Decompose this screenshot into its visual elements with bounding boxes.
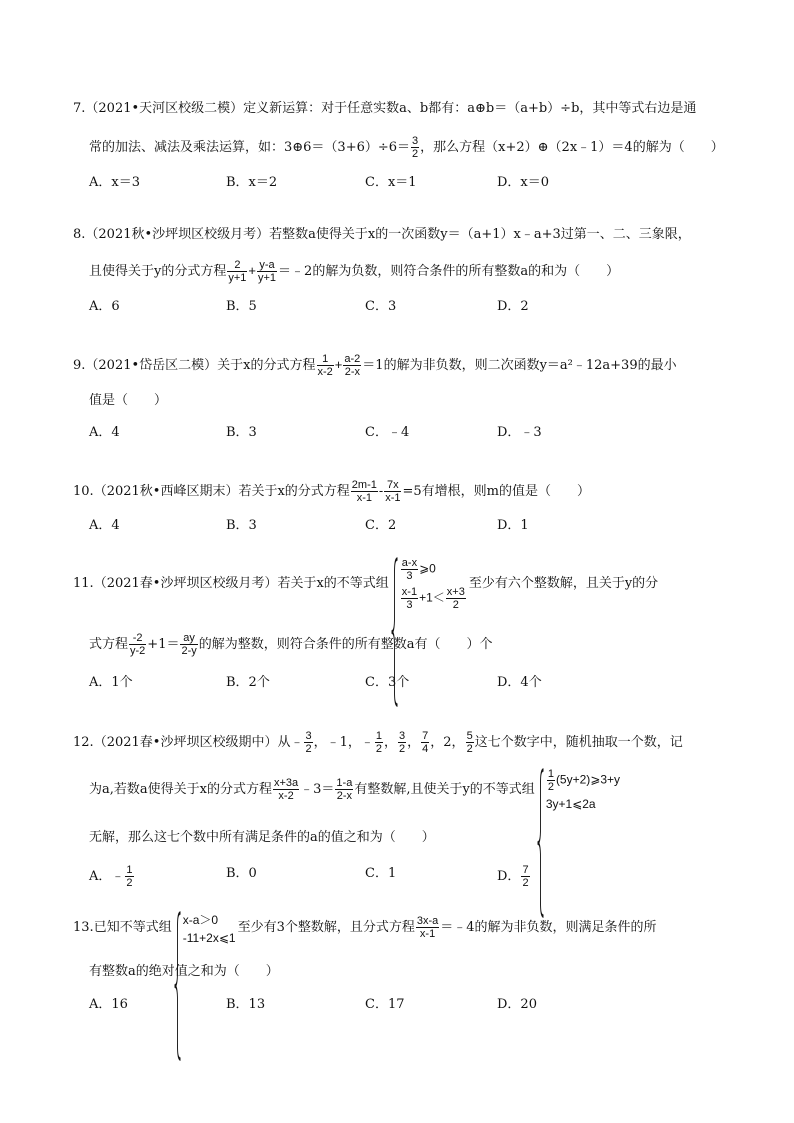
q8-frac1-num: 2 [227,259,247,272]
q11-option-a[interactable]: A．1个 [89,675,133,690]
q9-frac1-num: 1 [317,353,334,366]
q11-sys-frac1-num: a-x [401,556,418,569]
q13-sys-row2: -11+2x⩽1 [182,930,236,945]
q11-fraction-2 [180,632,197,657]
q11-sys-frac1 [401,557,418,582]
q9-frac1-den: x-2 [317,366,333,378]
q11-option-b[interactable]: B．2个 [226,675,270,690]
q8-line2 [89,259,619,284]
q12-option-c[interactable]: C．1 [365,866,397,881]
q11-text-4: 的解为整数，则符合条件的所有整数a有（ ）个 [198,637,493,652]
q10-frac2-num: 7x [384,479,401,492]
q8-fraction-2 [257,259,277,284]
q8-line1 [73,225,691,245]
q11-line2 [89,632,493,657]
q7-option-c[interactable]: C．x＝1 [365,175,417,190]
q12-option-a-frac [125,864,133,889]
q13-sys-row1: x-a＞0 [182,912,219,927]
q10-fraction-1 [351,479,378,504]
q9-frac2-den: 2-x [344,366,360,378]
q10-number: 10. [73,484,94,499]
q7-source: （2021•天河区校级二模） [85,101,244,116]
q10-option-a[interactable]: A．4 [89,518,120,533]
q8-option-b[interactable]: B．5 [226,299,257,314]
q9-option-d[interactable]: D．﹣3 [497,425,542,440]
q10-option-d[interactable]: D．1 [497,518,529,533]
q12-optD-den: 2 [522,877,529,889]
q13-inequality-system [174,911,236,945]
q10-frac1-den: x-1 [356,492,372,504]
q10-option-b[interactable]: B．3 [226,518,257,533]
q12-frac-b [375,730,383,755]
q8-frac1-den: y+1 [228,272,247,284]
q7-option-b[interactable]: B．x＝2 [226,175,278,190]
q10-option-c[interactable]: C．2 [365,518,397,533]
q12-line1 [73,730,683,755]
q12-optA-num: 1 [126,864,133,876]
q11-mid: +1＝ [147,637,180,652]
q8-frac2-den: y+1 [258,272,277,284]
q12-mid: ﹣3＝ [300,782,335,797]
q10-frac1-num: 2m-1 [351,479,377,491]
q11-sys-row2-mid: +1＜ [419,590,445,605]
q13-text-2: 至少有3个整数解，且分式方程 [237,920,415,935]
q11-option-d[interactable]: D．4个 [497,675,542,690]
q10-options [89,516,689,536]
q13-number: 13. [73,920,94,935]
q11-sys-frac1-den: 3 [406,569,413,582]
q11-text-3: 式方程 [89,637,129,652]
q7-fraction [411,135,419,160]
q9-source: （2021•岱岳区二模） [85,358,218,373]
q7-option-a[interactable]: A．x＝3 [89,175,140,190]
q12-frac2-den: 2-x [336,790,353,802]
q9-fraction-2 [343,353,361,378]
q11-options [89,673,689,693]
q11-inequality-system [391,557,467,611]
q11-sys-frac3 [446,586,466,611]
q8-plus: + [248,263,256,278]
q11-sys-row1 [400,557,467,582]
q12-frac-e-den: 2 [466,743,473,755]
q13-frac1-den: x-1 [419,928,436,940]
q13-option-d[interactable]: D．20 [497,997,537,1012]
q12-frac-d-den: 4 [422,743,429,755]
q12-sep2: ， [384,735,398,750]
q11-fraction-1 [129,632,146,657]
q11-line1 [73,548,658,620]
q12-frac-a-den: 2 [305,743,312,755]
q12-text-2: 这七个数字中，随机抽取一个数，记 [474,735,683,750]
q12-frac-d [421,730,429,755]
q9-text-1: 关于x的分式方程 [217,358,316,373]
q11-sys-row2 [400,586,467,611]
q12-optD-num: 7 [522,864,529,876]
q13-option-c[interactable]: C．17 [365,997,405,1012]
q13-fraction-1 [416,915,439,940]
q10-fraction-2 [384,479,401,504]
q8-option-d[interactable]: D．2 [497,299,529,314]
q7-line2 [89,135,724,160]
q13-frac1-num: 3x-a [416,915,439,927]
q9-line1 [73,353,677,378]
q12-option-a-label: A．﹣ [89,869,125,884]
q12-option-d[interactable] [497,864,531,889]
q7-line1 [73,99,696,119]
q10-text-2: =5有增根，则m的值是（ ） [402,484,590,499]
q12-frac1-den: x-2 [278,790,294,802]
q12-fraction-2 [335,777,353,802]
q12-sep1: ，﹣1，﹣ [313,735,374,750]
q13-text-1: 已知不等式组 [93,920,172,935]
q12-frac-a-num: 3 [305,730,312,742]
q12-sys-row1 [546,768,620,793]
q8-number: 8. [73,227,86,242]
q12-number: 12. [73,735,94,750]
q12-option-d-frac [521,864,529,889]
q8-option-a[interactable]: A．6 [89,299,120,314]
q13-line2: 有整数a的绝对值之和为（ ） [89,964,279,979]
q9-number: 9. [73,358,86,373]
q9-text-2: ＝1的解为非负数，则二次函数y＝a²﹣12a+39的最小 [362,358,677,373]
q8-fraction-1 [227,259,247,284]
q11-text-1: 若关于x的不等式组 [277,576,389,591]
q12-option-d-label: D． [497,869,521,884]
q12-frac1-num: x+3a [273,777,299,789]
brace-icon [537,768,544,918]
q7-number: 7. [73,101,86,116]
q9-option-b[interactable]: B．3 [226,425,257,440]
q12-frac-e-num: 5 [466,730,473,742]
q12-text-1: 从﹣ [277,735,304,750]
q10-source: （2021秋•西峰区期末） [93,484,239,499]
q7-option-d[interactable]: D．x＝0 [497,175,550,190]
q12-inequality-system [537,768,620,811]
q11-sys-frac2-num: x-1 [401,585,418,598]
q12-sys-frac-num: 1 [547,768,554,780]
q7-options [89,173,689,193]
q12-frac-c [398,730,406,755]
q11-text-2: 至少有六个整数解，且关于y的分 [468,576,659,591]
q10-text-1: 若关于x的分式方程 [238,484,350,499]
q12-frac2-num: 1-a [336,777,353,789]
q9-line2: 值是（ ） [89,393,168,408]
q12-line3: 无解，那么这七个数中所有满足条件的a的值之和为（ ） [89,830,435,845]
q13-option-b[interactable]: B．13 [226,997,266,1012]
q10-frac2-den: x-1 [385,492,401,504]
q12-sep3: ， [407,735,421,750]
q12-optA-den: 2 [126,877,133,889]
q11-source: （2021春•沙坪坝区校级月考） [93,576,278,591]
q7-text-3: ，那么方程（x+2）⊕（2x﹣1）＝4的解为（ ） [420,140,724,155]
q12-line2 [89,762,622,818]
q12-frac-d-num: 7 [422,730,429,742]
q12-sep4: ，2， [430,735,465,750]
q12-frac-b-den: 2 [375,743,382,755]
q12-frac-a [304,730,312,755]
q8-text-1: 若整数a使得关于x的一次函数y＝（a+1）x﹣a+3过第一、二、三象限， [269,227,691,242]
q11-sys-frac2-den: 3 [406,598,413,611]
q12-source: （2021春•沙坪坝区校级期中） [93,735,278,750]
q12-option-a[interactable] [89,864,135,889]
q11-frac2-num: ay [180,632,197,645]
q8-text-3: ＝﹣2的解为负数，则符合条件的所有整数a的和为（ ） [278,264,620,279]
q11-sys-row1-rel: ⩾0 [419,561,436,576]
q12-text-4: 有整数解,且使关于y的不等式组 [354,782,535,797]
q13-option-a[interactable]: A．16 [89,997,128,1012]
q12-text-3: 为a,若数a使得关于x的分式方程 [89,782,272,797]
q12-options [89,864,689,890]
q11-sys-frac3-den: 2 [452,598,459,611]
q11-option-c[interactable]: C．3个 [365,675,410,690]
q9-option-c[interactable]: C．﹣4 [365,425,410,440]
q10-line1 [73,479,590,504]
q13-text-3: ＝﹣4的解为非负数，则满足条件的所 [440,920,657,935]
q12-frac-c-num: 3 [399,730,406,742]
q10-minus: - [378,483,384,498]
q8-source: （2021秋•沙坪坝区校级月考） [85,227,270,242]
q8-options [89,297,689,317]
q13-line1 [73,908,657,948]
q9-options [89,423,689,443]
q12-sys-frac-den: 2 [547,781,554,793]
q9-fraction-1 [317,353,334,378]
q12-sys-row2: 3y+1⩽2a [545,797,596,811]
q9-plus: + [334,357,343,372]
q11-frac1-den: y-2 [130,645,146,657]
q12-sys-row1-text: (5y+2)⩾3+y [555,772,621,787]
q12-frac-b-num: 1 [375,730,382,742]
q11-frac1-num: -2 [129,632,146,645]
q9-option-a[interactable]: A．4 [89,425,120,440]
q8-option-c[interactable]: C．3 [365,299,397,314]
q12-sys-frac [547,768,555,793]
q12-fraction-1 [273,777,299,802]
q7-text-1: 定义新运算：对于任意实数a、b都有：a⊕b＝（a+b）÷b，其中等式右边是通 [243,101,697,116]
q11-number: 11. [73,576,94,591]
brace-icon [174,911,181,1061]
q12-frac-c-den: 2 [399,743,406,755]
q11-sys-frac2 [401,586,418,611]
q13-options [89,995,689,1015]
q8-text-2: 且使得关于y的分式方程 [89,264,227,279]
q12-option-b[interactable]: B．0 [226,866,257,881]
q11-sys-frac3-num: x+3 [446,585,465,598]
q7-text-2: 常的加法、减法及乘法运算，如：3⊕6＝（3+6）÷6＝ [89,140,411,155]
q8-frac2-num: y-a [257,259,277,272]
q7-frac-num: 3 [412,135,419,147]
q11-frac2-den: 2-y [181,645,197,657]
q12-frac-e [466,730,474,755]
q9-frac2-num: a-2 [344,353,361,365]
q7-frac-den: 2 [412,148,419,160]
